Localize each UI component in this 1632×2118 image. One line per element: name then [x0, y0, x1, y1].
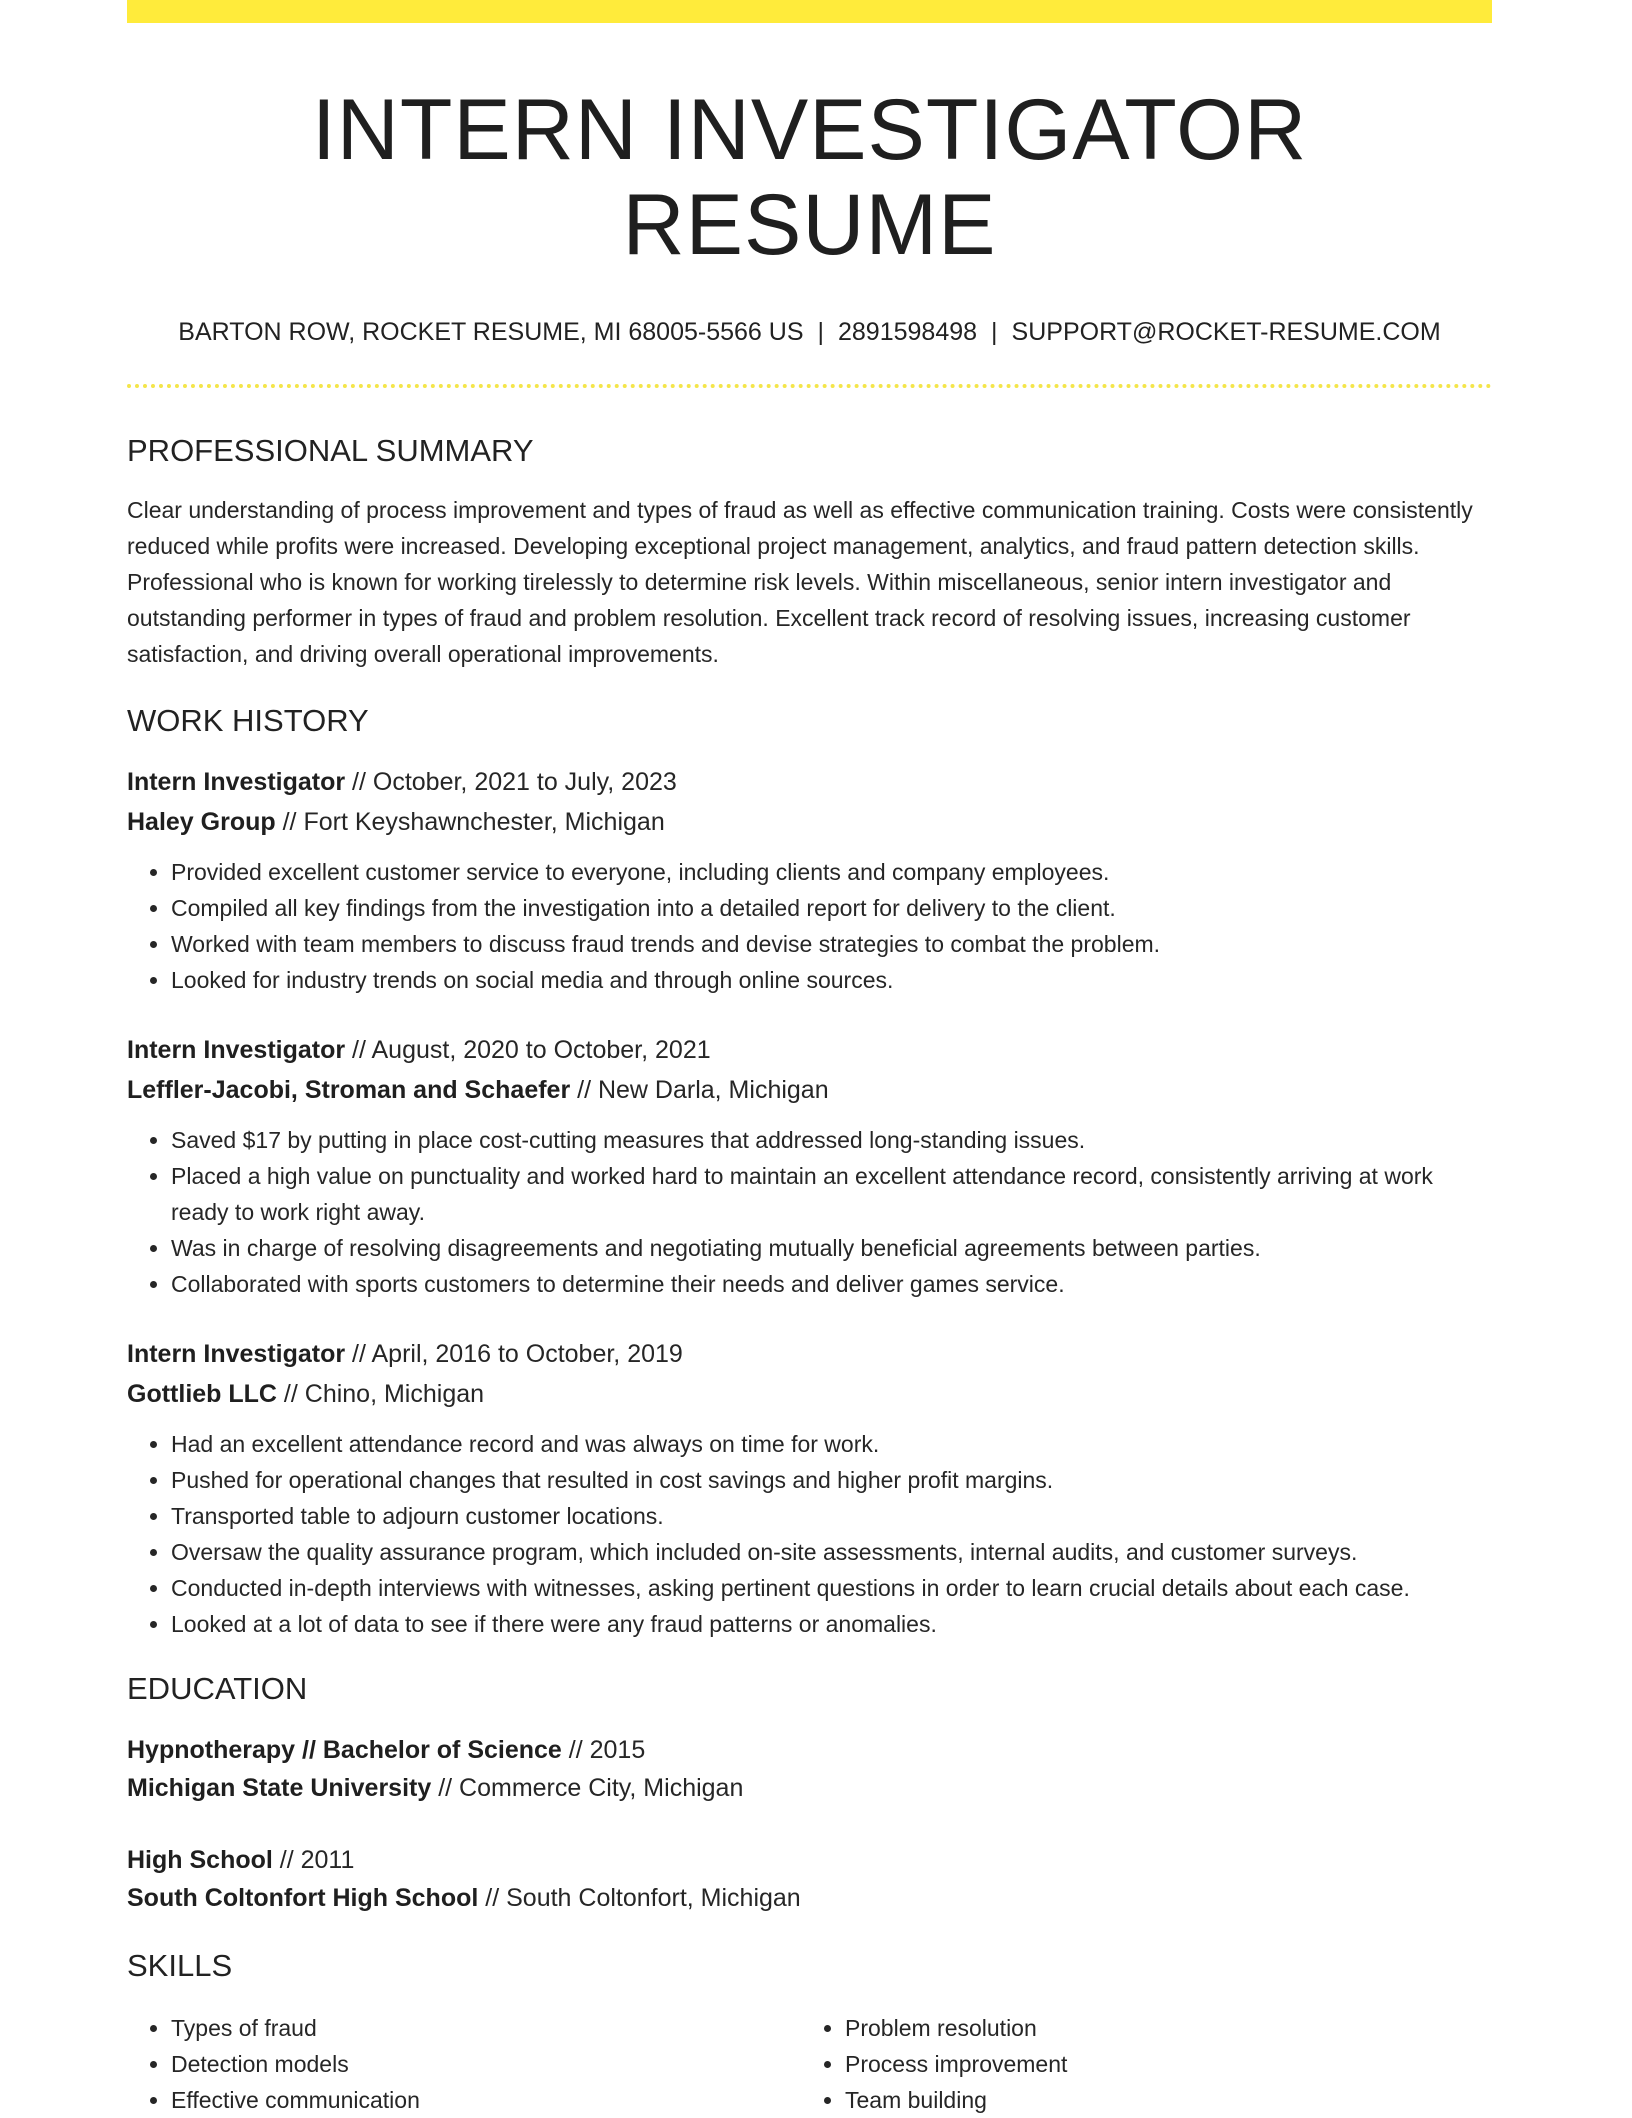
list-item: • Was in charge of resolving disagreements and negotiating mutually beneficial agreements between parties. [171, 1230, 1492, 1266]
job-title-line [127, 1030, 1492, 1070]
job-company: Haley Group [127, 807, 276, 836]
list-item: • Worked with team members to discuss fraud trends and devise strategies to combat the problem. [171, 926, 1492, 962]
contact-address: BARTON ROW, ROCKET RESUME, MI 68005-5566 US [178, 318, 804, 347]
skills-heading: SKILLS [127, 1947, 233, 1983]
skill-item: • Types of fraud [171, 2010, 801, 2046]
list-item: • Placed a high value on punctuality and worked hard to maintain an excellent attendance record, consistently arriving at work ready to work right away. [171, 1158, 1492, 1230]
job-bullets [127, 1122, 1492, 1302]
education-school-line [127, 1769, 1492, 1807]
education-degree: Hypnotherapy // Bachelor of Science [127, 1735, 562, 1764]
contact-phone: 2891598498 [838, 318, 978, 347]
resume-page [127, 0, 1492, 2118]
job-bullets [127, 1426, 1492, 1642]
job-title-line [127, 1334, 1492, 1374]
education-entry [127, 1731, 1492, 1807]
job-location: // New Darla, Michigan [570, 1075, 829, 1104]
list-item: • Collaborated with sports customers to determine their needs and deliver games service. [171, 1266, 1492, 1302]
summary-text: Clear understanding of process improvement and types of fraud as well as effective communication training. Costs were consistently reduced while profits were increased. Developing exceptional project management, analytics, and fraud pattern detection skills. Professional who is known for working tirelessly to determine risk levels. Within miscellaneous, senior intern investigator and outstanding performer in types of fraud and problem resolution. Excellent track record of resolving issues, increasing customer satisfaction, and driving overall operational improvements. [127, 497, 1473, 668]
contact-email: SUPPORT@ROCKET-RESUME.COM [1011, 318, 1441, 347]
list-item: • Pushed for operational changes that resulted in cost savings and higher profit margins. [171, 1462, 1492, 1498]
job-dates: // August, 2020 to October, 2021 [345, 1035, 711, 1064]
top-accent-bar [127, 0, 1492, 23]
education-degree-line [127, 1731, 1492, 1769]
education-year: // 2011 [272, 1845, 355, 1874]
job-position: Intern Investigator [127, 1035, 346, 1064]
job-location: // Chino, Michigan [276, 1379, 485, 1408]
education-heading: EDUCATION [127, 1670, 308, 1706]
contact-separator: | [991, 318, 998, 347]
job-company-line [127, 1374, 1492, 1414]
job-company: Leffler-Jacobi, Stroman and Schaefer [127, 1075, 571, 1104]
job-location: // Fort Keyshawnchester, Michigan [275, 807, 665, 836]
skills-right-list [801, 2010, 1475, 2118]
skill-item: • Team building [845, 2082, 1475, 2118]
skill-item: • Detection models [171, 2046, 801, 2082]
skills-left-list [127, 2010, 801, 2118]
job-dates: // April, 2016 to October, 2019 [345, 1339, 683, 1368]
list-item: • Compiled all key findings from the investigation into a detailed report for delivery to the client. [171, 890, 1492, 926]
education-location: // South Coltonfort, Michigan [478, 1883, 801, 1912]
job-entry [127, 1334, 1492, 1642]
education-entry [127, 1841, 1492, 1917]
summary-heading: PROFESSIONAL SUMMARY [127, 433, 534, 469]
education-school: Michigan State University [127, 1773, 432, 1802]
job-company-line [127, 1070, 1492, 1110]
job-position: Intern Investigator [127, 1339, 346, 1368]
list-item: • Provided excellent customer service to everyone, including clients and company employees. [171, 854, 1492, 890]
dotted-divider [127, 384, 1492, 388]
list-item: • Looked at a lot of data to see if there were any fraud patterns or anomalies. [171, 1606, 1492, 1642]
job-company-line [127, 802, 1492, 842]
job-company: Gottlieb LLC [127, 1379, 277, 1408]
skills-columns [127, 2010, 1492, 2118]
list-item: • Saved $17 by putting in place cost-cutting measures that addressed long-standing issues. [171, 1122, 1492, 1158]
education-school-line [127, 1879, 1492, 1917]
contact-line [127, 317, 1492, 347]
list-item: • Had an excellent attendance record and was always on time for work. [171, 1426, 1492, 1462]
job-position: Intern Investigator [127, 767, 346, 796]
job-entry [127, 762, 1492, 998]
work-history-heading: WORK HISTORY [127, 703, 369, 739]
list-item: • Looked for industry trends on social media and through online sources. [171, 962, 1492, 998]
job-entry [127, 1030, 1492, 1302]
job-dates: // October, 2021 to July, 2023 [345, 767, 677, 796]
education-degree: High School [127, 1845, 273, 1874]
list-item: • Oversaw the quality assurance program, which included on-site assessments, internal audits, and customer surveys. [171, 1534, 1492, 1570]
education-year: // 2015 [561, 1735, 646, 1764]
education-location: // Commerce City, Michigan [431, 1773, 744, 1802]
resume-title: INTERN INVESTIGATOR RESUME [311, 82, 1308, 273]
contact-separator: | [817, 318, 824, 347]
list-item: • Transported table to adjourn customer locations. [171, 1498, 1492, 1534]
skill-item: • Process improvement [845, 2046, 1475, 2082]
education-degree-line [127, 1841, 1492, 1879]
job-bullets [127, 854, 1492, 998]
education-school: South Coltonfort High School [127, 1883, 479, 1912]
list-item: • Conducted in-depth interviews with witnesses, asking pertinent questions in order to learn crucial details about each case. [171, 1570, 1492, 1606]
skill-item: • Problem resolution [845, 2010, 1475, 2046]
skill-item: • Effective communication [171, 2082, 801, 2118]
job-title-line [127, 762, 1492, 802]
